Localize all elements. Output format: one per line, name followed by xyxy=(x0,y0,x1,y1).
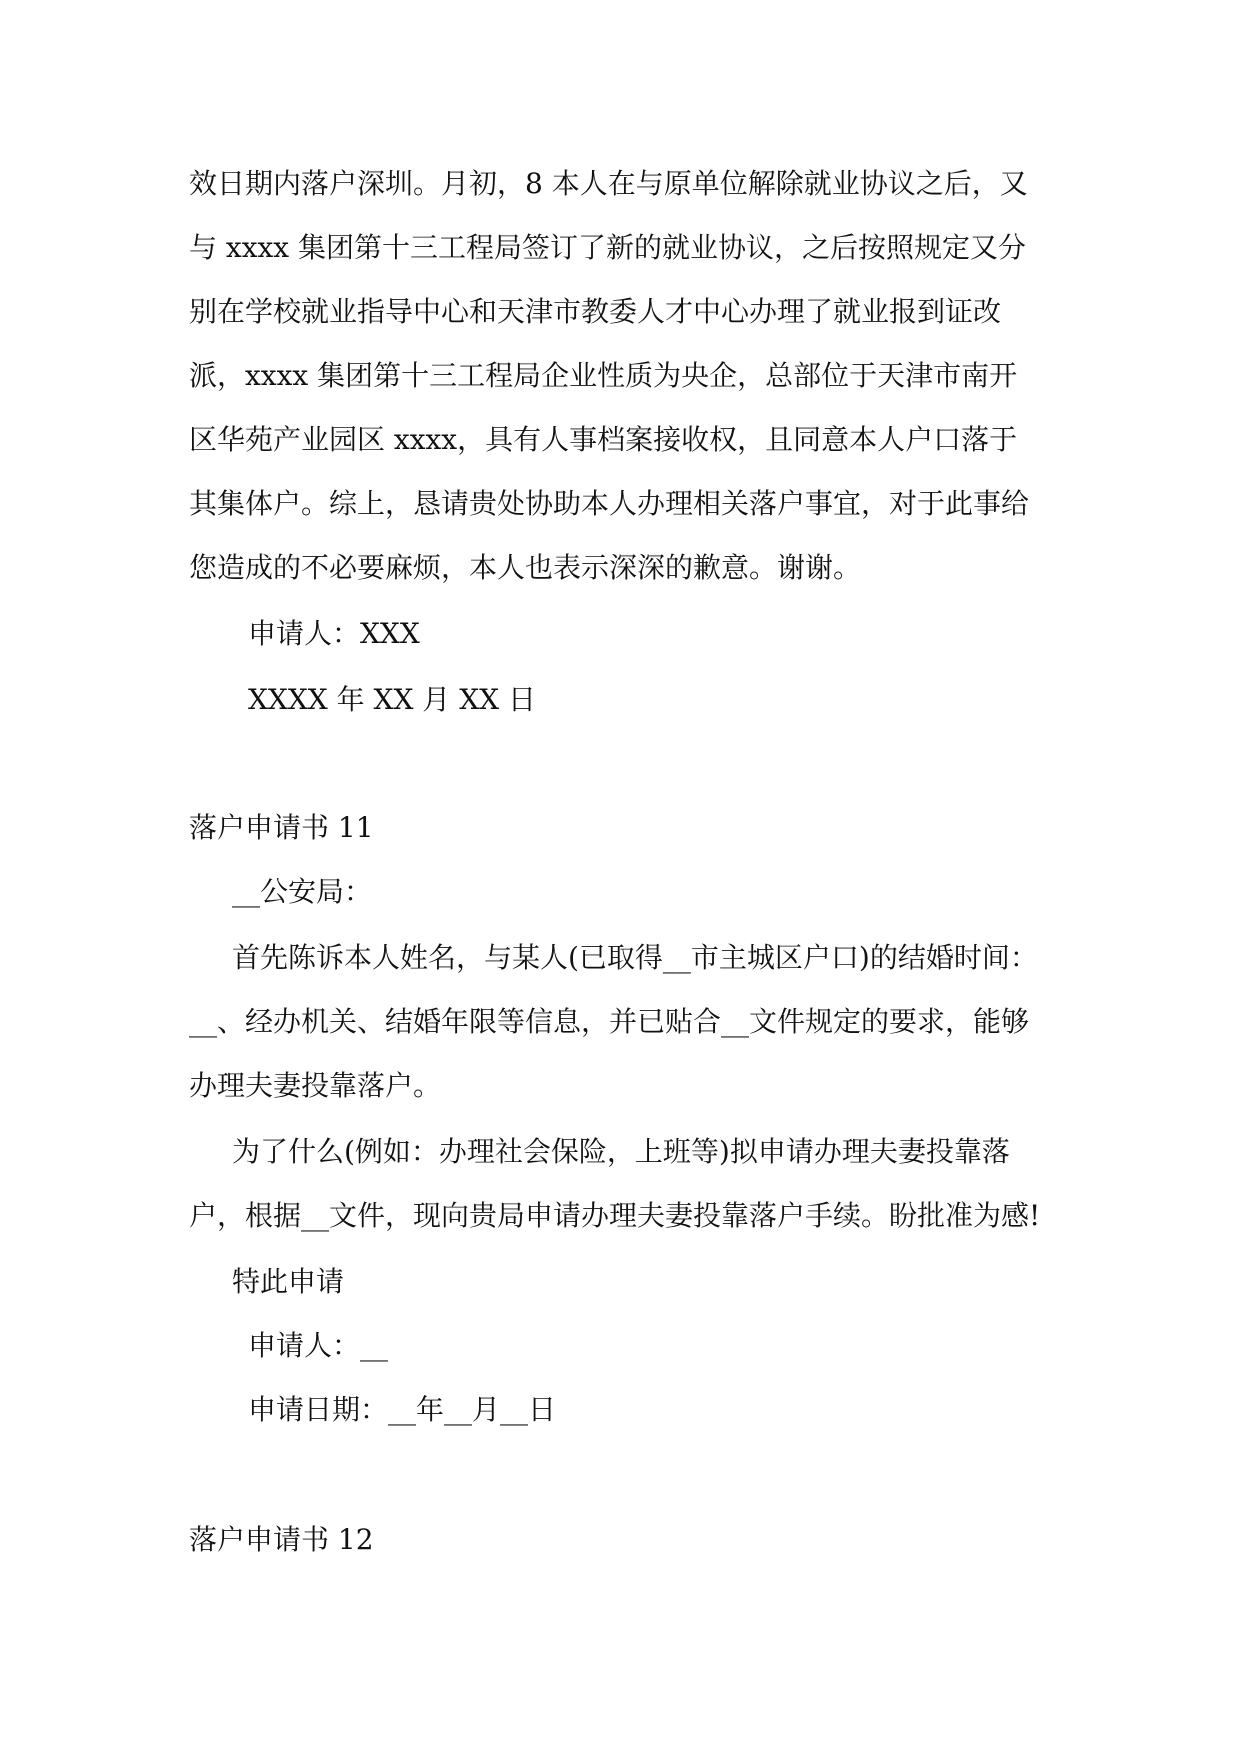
application-date: 申请日期：__年__月__日 xyxy=(248,1393,557,1426)
body-line: 其集体户。综上，恳请贵处协助本人办理相关落户事宜，对于此事给 xyxy=(189,487,1030,520)
closing-phrase: 特此申请 xyxy=(232,1265,345,1298)
paragraph-line: __、经办机关、结婚年限等信息，并已贴合__文件规定的要求，能够 xyxy=(189,1005,1030,1038)
applicant-signature: 申请人：__ xyxy=(248,1329,389,1362)
application-date: XXXX 年 XX 月 XX 日 xyxy=(248,683,536,716)
body-line: 别在学校就业指导中心和天津市教委人才中心办理了就业报到证改 xyxy=(189,295,1002,328)
paragraph-line: 为了什么(例如：办理社会保险，上班等)拟申请办理夫妻投靠落 xyxy=(232,1135,1010,1168)
section-title: 落户申请书 11 xyxy=(189,811,374,844)
paragraph-line: 首先陈诉本人姓名，与某人(已取得__市主城区户口)的结婚时间： xyxy=(232,941,1038,974)
addressee: __公安局： xyxy=(232,875,373,908)
section-title: 落户申请书 12 xyxy=(189,1523,374,1556)
body-line: 派，xxxx 集团第十三工程局企业性质为央企，总部位于天津市南开 xyxy=(189,359,1018,392)
body-line: 区华苑产业园区 xxxx，具有人事档案接收权，且同意本人户口落于 xyxy=(189,423,1018,456)
body-line: 效日期内落户深圳。月初，8 本人在与原单位解除就业协议之后，又 xyxy=(189,167,1028,200)
body-line: 您造成的不必要麻烦，本人也表示深深的歉意。谢谢。 xyxy=(189,551,862,584)
paragraph-line: 办理夫妻投靠落户。 xyxy=(189,1069,442,1102)
paragraph-line: 户，根据__文件，现向贵局申请办理夫妻投靠落户手续。盼批准为感! xyxy=(189,1199,1041,1232)
body-line: 与 xxxx 集团第十三工程局签订了新的就业协议，之后按照规定又分 xyxy=(189,231,1026,264)
applicant-signature: 申请人：XXX xyxy=(248,617,420,650)
